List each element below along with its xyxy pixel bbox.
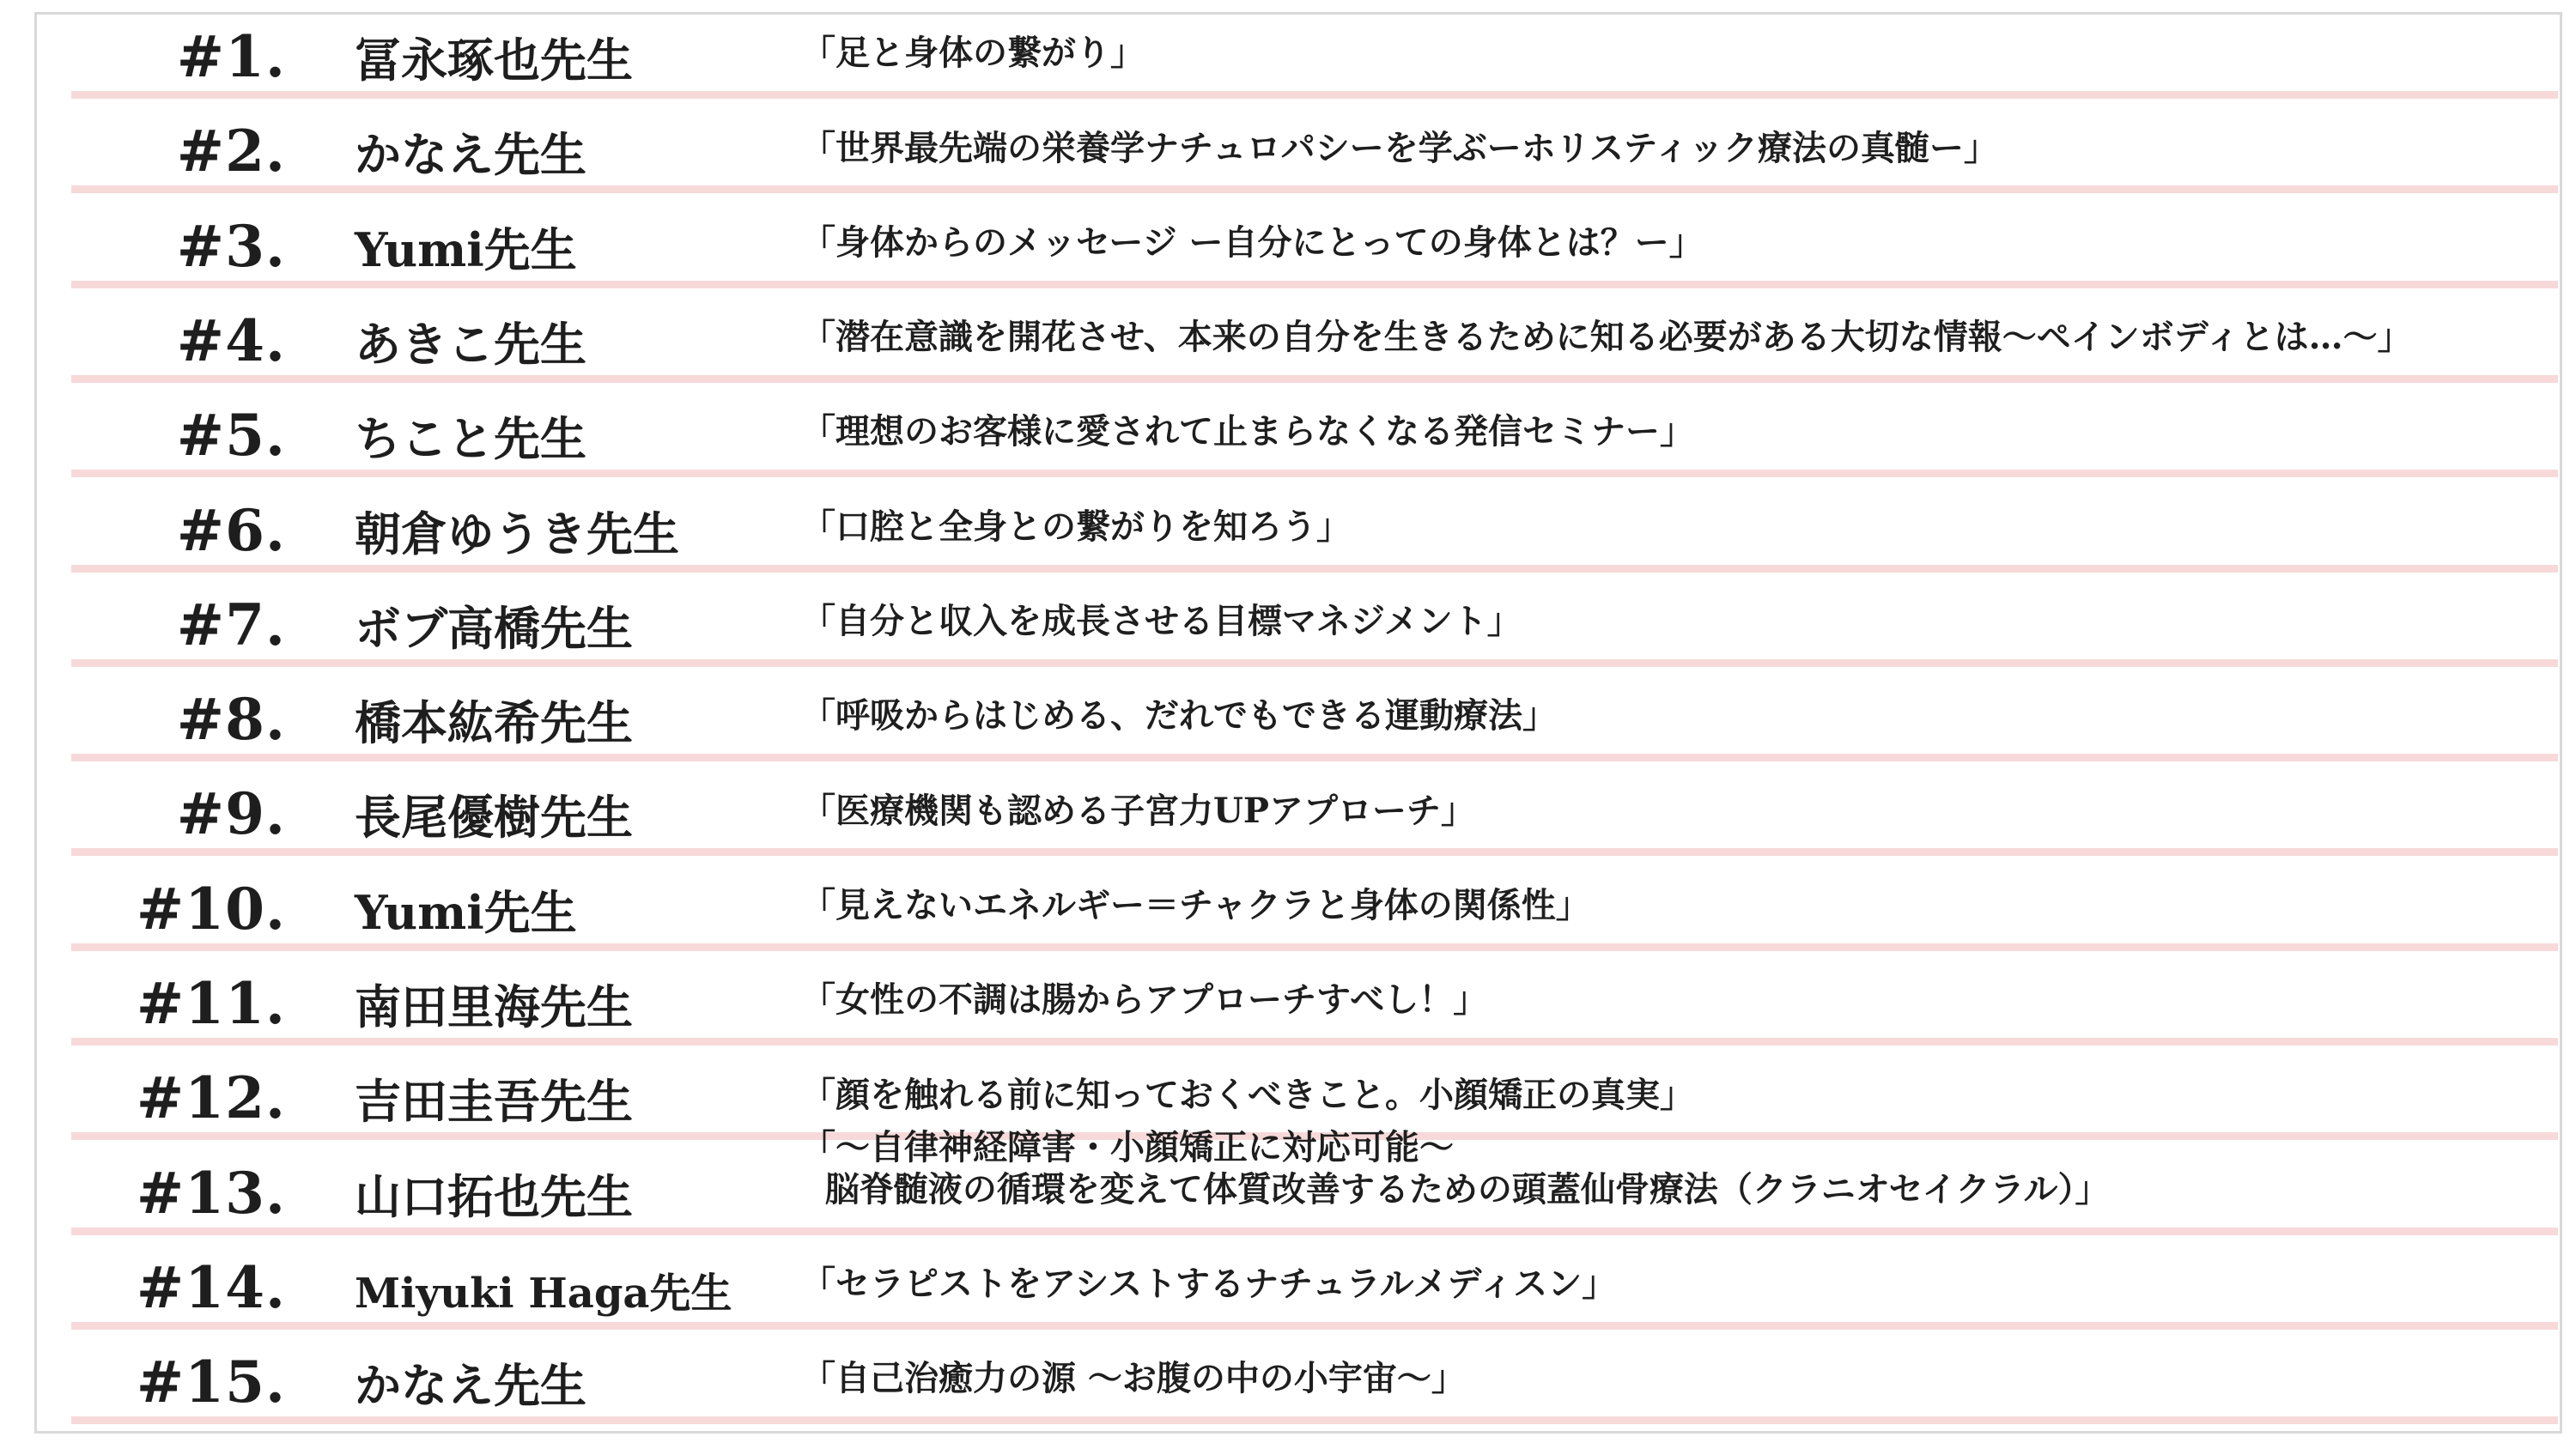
session-number: #12. xyxy=(136,1064,286,1132)
speaker-row xyxy=(71,1040,2558,1135)
session-number: #9. xyxy=(176,780,286,848)
speaker-row xyxy=(71,189,2558,283)
speaker-name: ボブ高橋先生 xyxy=(355,600,633,656)
speaker-name: 南田里海先生 xyxy=(355,979,633,1034)
session-title: 「医療機関も認める子宮力UPアプローチ」 xyxy=(801,790,1475,831)
session-title: 「セラピストをアシストするナチュラルメディスン」 xyxy=(801,1264,1617,1305)
speaker-name: Yumi先生 xyxy=(355,221,577,277)
session-title: 「顔を触れる前に知っておくべきこと。小顔矯正の真実」 xyxy=(801,1074,1694,1115)
session-title: 「見えないエネルギー＝チャクラと身体の関係性」 xyxy=(801,884,1590,925)
session-number: #7. xyxy=(176,591,286,658)
speaker-row xyxy=(71,946,2558,1040)
session-title: 「口腔と全身との繋がりを知ろう」 xyxy=(801,506,1351,547)
speaker-name: 朝倉ゆうき先生 xyxy=(355,506,679,561)
session-number: #3. xyxy=(176,212,286,280)
session-number: #6. xyxy=(176,496,286,564)
session-title: 「女性の不調は腸からアプローチすべし！」 xyxy=(801,979,1488,1021)
speaker-rows xyxy=(37,15,2560,1431)
speaker-name: Miyuki Haga先生 xyxy=(355,1269,732,1318)
session-number: #1. xyxy=(176,23,286,90)
session-title: 「理想のお客様に愛されて止まらなくなる発信セミナー」 xyxy=(801,411,1694,452)
session-title: 「〜自律神経障害・小顔矯正に対応可能〜 脳脊髄液の循環を変えて体質改善するための頭蓋仙骨療法（クラニオセイクラル）」 xyxy=(801,1127,2110,1210)
speaker-name: 山口拓也先生 xyxy=(355,1168,633,1224)
speaker-name: 吉田圭吾先生 xyxy=(355,1074,633,1130)
speaker-name: 長尾優樹先生 xyxy=(355,790,633,846)
speaker-list-frame xyxy=(34,12,2562,1434)
speaker-row xyxy=(71,378,2558,472)
speaker-name: 冨永琢也先生 xyxy=(355,33,633,88)
speaker-name: 橋本紘希先生 xyxy=(355,695,633,751)
session-number: #10. xyxy=(136,875,286,943)
session-title: 「自分と収入を成長させる目標マネジメント」 xyxy=(801,601,1522,641)
session-number: #4. xyxy=(176,306,286,374)
session-number: #14. xyxy=(136,1253,286,1321)
session-title: 「身体からのメッセージ ー自分にとっての身体とは？ー」 xyxy=(801,221,1704,263)
speaker-name: かなえ先生 xyxy=(355,1358,586,1414)
session-number: #13. xyxy=(136,1159,286,1227)
speaker-row xyxy=(71,283,2558,378)
speaker-row xyxy=(71,0,2558,94)
session-number: #5. xyxy=(176,402,286,470)
row-divider xyxy=(71,1416,2558,1424)
speaker-row xyxy=(71,473,2558,567)
speaker-row xyxy=(71,662,2558,756)
speaker-name: ちこと先生 xyxy=(355,411,586,467)
speaker-name: かなえ先生 xyxy=(355,127,586,183)
session-number: #11. xyxy=(136,970,286,1037)
speaker-row xyxy=(71,1127,2558,1230)
speaker-name: Yumi先生 xyxy=(355,884,577,940)
speaker-row xyxy=(71,567,2558,662)
speaker-row xyxy=(71,94,2558,188)
session-title: 「呼吸からはじめる、だれでもできる運動療法」 xyxy=(801,695,1557,737)
speaker-row xyxy=(71,1230,2558,1325)
speaker-name: あきこ先生 xyxy=(355,316,586,372)
session-number: #15. xyxy=(136,1349,286,1416)
speaker-row xyxy=(71,756,2558,851)
speaker-row xyxy=(71,852,2558,946)
session-title: 「足と身体の繋がり」 xyxy=(801,33,1145,74)
session-title: 「世界最先端の栄養学ナチュロパシーを学ぶーホリスティック療法の真髄ー」 xyxy=(801,127,1998,168)
session-title: 「潜在意識を開花させ、本来の自分を生きるために知る必要がある大切な情報〜ペインボディとは…〜」 xyxy=(801,317,2412,358)
speaker-row xyxy=(71,1325,2558,1419)
session-title: 「自己治癒力の源 〜お腹の中の小宇宙〜」 xyxy=(801,1358,1466,1399)
session-number: #2. xyxy=(176,118,286,185)
session-number: #8. xyxy=(176,686,286,754)
